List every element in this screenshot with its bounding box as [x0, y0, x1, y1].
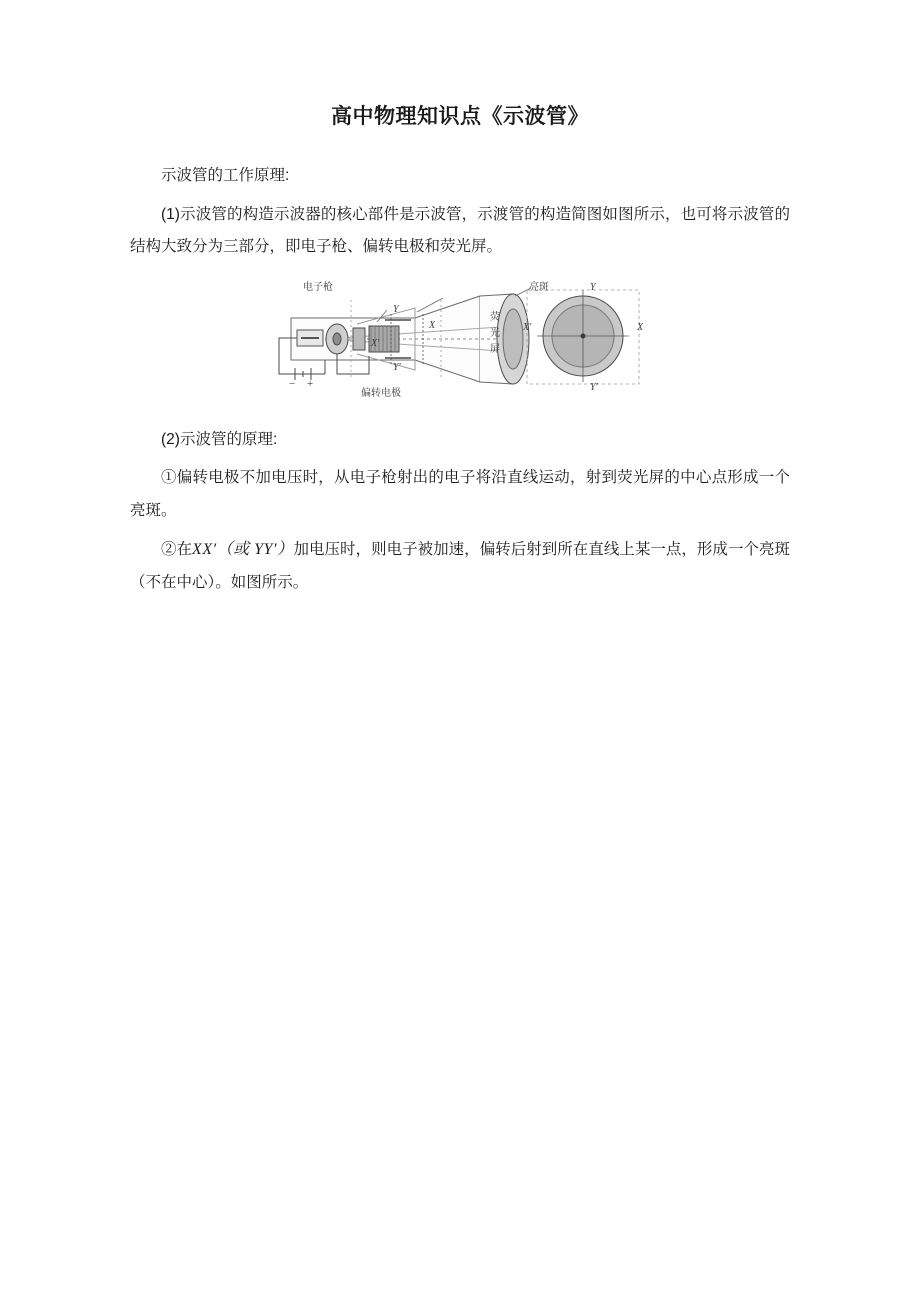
- figure-label-screen-x-right: X: [637, 321, 644, 333]
- screen-front-view: [527, 290, 639, 384]
- formula-xx-yy: XX′（或 YY′）: [192, 541, 294, 559]
- paragraph-principle-1: ①偏转电极不加电压时，从电子枪射出的电子将沿直线运动，射到荧光屏的中心点形成一个亮斑。: [130, 469, 790, 519]
- page-title: 高中物理知识点《示波管》: [331, 105, 589, 128]
- tube-screen: [497, 294, 532, 384]
- figure-label-electron-gun: 电子枪: [303, 281, 333, 293]
- principle-2-suffix: 加电压时，则电子被加速，偏转后射到所在直线上某一点，形成一个亮斑（不在中心）。如图所示。: [130, 541, 790, 591]
- paragraph-intro: 示波管的工作原理:: [161, 167, 290, 184]
- figure-label-battery-minus: −: [289, 377, 296, 390]
- figure-label-screen-x-left: X′: [523, 321, 532, 333]
- principle-2-prefix: ②在: [161, 541, 193, 559]
- figure-label-axis-x-left: X′: [371, 337, 380, 349]
- figure-label-screen-y-bottom: Y′: [590, 381, 598, 393]
- figure-label-screen-char-3: 屏: [490, 343, 500, 355]
- paragraph-principle-2: [130, 533, 790, 599]
- paragraph-principle-heading: (2)示波管的原理:: [161, 430, 278, 448]
- figure-label-battery-plus: +: [307, 377, 314, 390]
- figure-label-deflection-electrode: 偏转电极: [361, 387, 401, 399]
- paragraph-structure: (1)示波管的构造示波器的核心部件是示波管，示渡管的构造简图如图所示，也可将示波管的结构大致分为三部分，即电子枪、偏转电极和荧光屏。: [130, 205, 790, 256]
- figure-label-axis-x-right: X: [429, 319, 436, 331]
- figure-label-screen-char-2: 光: [490, 327, 500, 339]
- cathode-assembly: [297, 330, 323, 346]
- figure-label-bright-spot: 亮斑: [529, 281, 549, 293]
- figure-label-screen-char-1: 荧: [490, 311, 500, 323]
- anode-ring: [326, 324, 348, 354]
- figure-label-axis-y-bottom: Y′: [393, 361, 401, 373]
- figure-label-screen-y-top: Y: [590, 281, 596, 293]
- figure-canvas: [265, 278, 655, 400]
- figure-label-axis-y-top: Y: [393, 303, 399, 315]
- oscilloscope-tube-figure: [130, 278, 790, 400]
